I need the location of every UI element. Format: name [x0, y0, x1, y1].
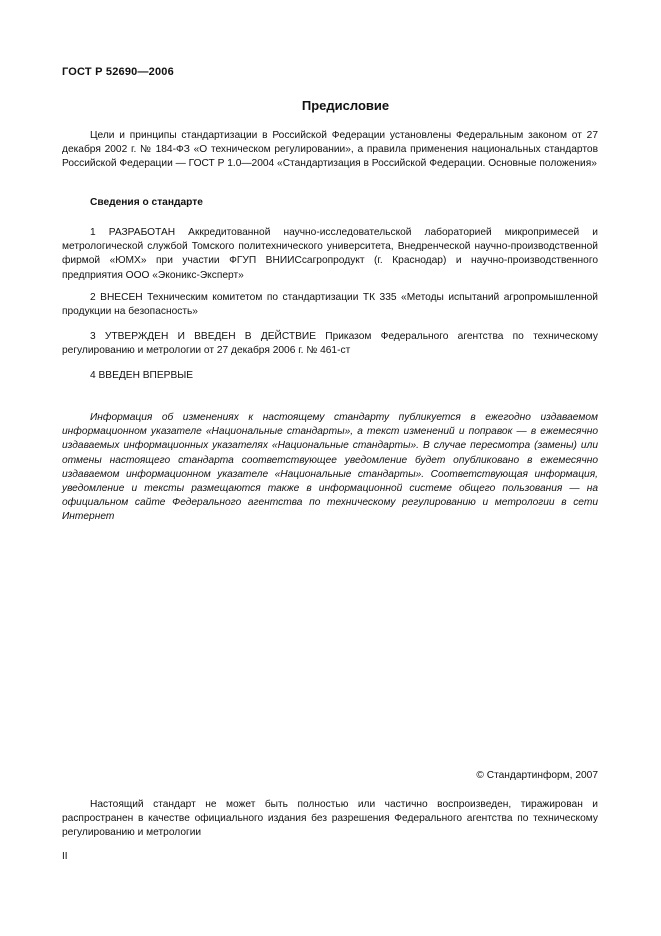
standard-code-header: ГОСТ Р 52690—2006	[62, 66, 174, 78]
intro-paragraph: Цели и принципы стандартизации в Российской Федерации установлены Федеральным законом от 27 декабря 2002 г. № 184-ФЗ «О техническом регулировании», а правила применения национальных стандартов Российской Федерации — ГОСТ Р 1.0—2004 «Стандартизация в Российской Федерации. Основные положения»	[62, 130, 598, 170]
item-first-introduced: 4 ВВЕДЕН ВПЕРВЫЕ	[90, 370, 194, 381]
copyright-line: © Стандартинформ, 2007	[476, 770, 598, 781]
changes-info-notice: Информация об изменениях к настоящему стандарту публикуется в ежегодно издаваемом информационном указателе «Национальные стандарты», а текст изменений и поправок — в ежемесячно издаваемых информационных указателях «Национальные стандарты». В случае пересмотра (замены) или отмены настоящего стандарта соответствующее уведомление будет опубликовано в ежемесячно издаваемом информационном указателе «Национальные стандарты». Соответствующая информация, уведомление и тексты размещаются также в информационной системе общего пользования — на официальном сайте Федерального агентства по техническому регулированию и метрологии в сети Интернет	[62, 412, 598, 523]
item-approved: 3 УТВЕРЖДЕН И ВВЕДЕН В ДЕЙСТВИЕ Приказом Федерального агентства по техническому регулированию и метрологии от 27 декабря 2006 г. № 461-ст	[62, 331, 598, 357]
standard-info-heading: Сведения о стандарте	[90, 197, 203, 208]
page-number: II	[62, 851, 68, 862]
page-title: Предисловие	[301, 98, 390, 113]
reproduction-notice: Настоящий стандарт не может быть полностью или частично воспроизведен, тиражирован и распространен в качестве официального издания без разрешения Федерального агентства по техническому регулированию и метрологии	[62, 799, 598, 839]
item-introduced-by: 2 ВНЕСЕН Техническим комитетом по стандартизации ТК 335 «Методы испытаний агропромышленной продукции на безопасность»	[62, 292, 598, 318]
item-developed-by: 1 РАЗРАБОТАН Аккредитованной научно-исследовательской лабораторией микропримесей и метрологической службой Томского политехнического университета, Внедренческой научно-производственной фирмой «ЮМХ» при участии ФГУП ВНИИСсагропродукт (г. Краснодар) и научно-производственного предприятия ООО «Эконикс-Эксперт»	[62, 227, 598, 281]
